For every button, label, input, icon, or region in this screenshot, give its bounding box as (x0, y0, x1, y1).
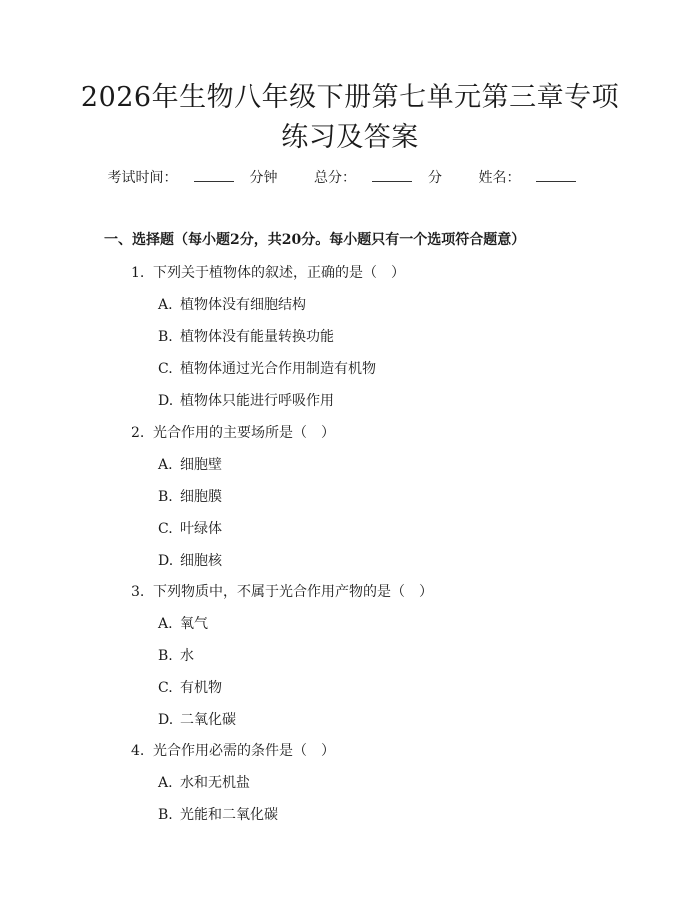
option-letter: C. (158, 521, 173, 537)
option-letter: D. (158, 393, 174, 409)
option-3c (158, 677, 222, 697)
option-letter: D. (158, 553, 174, 569)
option-3b (158, 645, 194, 665)
question-text: 下列关于植物体的叙述，正确的是（ ） (153, 265, 405, 281)
option-text: 水 (180, 648, 194, 664)
option-1b (158, 326, 334, 346)
option-text: 光能和二氧化碳 (180, 807, 278, 823)
option-letter: B. (158, 648, 173, 664)
option-1c (158, 358, 376, 378)
section-heading: 一、选择题（每小题2分，共20分。每小题只有一个选项符合题意） (104, 232, 526, 248)
question-number: 4. (131, 743, 145, 759)
option-2d (158, 550, 222, 570)
option-letter: B. (158, 807, 173, 823)
option-letter: A. (158, 775, 173, 791)
time-label: 考试时间： (107, 170, 178, 186)
option-text: 有机物 (180, 680, 222, 696)
option-1a (158, 294, 306, 314)
option-2c (158, 518, 222, 538)
option-4b (158, 804, 278, 824)
option-text: 植物体没有细胞结构 (180, 297, 306, 313)
question-3 (131, 581, 433, 601)
exam-meta (0, 167, 700, 187)
total-score-field (314, 167, 442, 187)
option-letter: C. (158, 361, 173, 377)
option-text: 水和无机盐 (180, 775, 250, 791)
title-line-1: 2026年生物八年级下册第七单元第三章专项 (80, 82, 620, 113)
option-text: 氧气 (180, 616, 208, 632)
option-text: 细胞膜 (180, 489, 222, 505)
option-text: 植物体只能进行呼吸作用 (180, 393, 334, 409)
option-text: 二氧化碳 (180, 712, 236, 728)
option-letter: A. (158, 616, 173, 632)
option-letter: B. (158, 329, 173, 345)
document-title (0, 78, 700, 158)
time-blank (194, 169, 234, 182)
question-number: 2. (131, 425, 145, 441)
title-line-2: 练习及答案 (281, 122, 419, 153)
option-4a (158, 772, 250, 792)
question-number: 1. (131, 265, 145, 281)
exam-time-field (108, 167, 278, 187)
option-text: 叶绿体 (180, 521, 222, 537)
option-2b (158, 486, 222, 506)
option-text: 细胞壁 (180, 457, 222, 473)
option-text: 细胞核 (180, 553, 222, 569)
option-letter: A. (158, 457, 173, 473)
name-blank (536, 169, 576, 182)
option-2a (158, 454, 222, 474)
question-number: 3. (131, 584, 145, 600)
score-blank (372, 169, 412, 182)
question-text: 下列物质中，不属于光合作用产物的是（ ） (153, 584, 433, 600)
question-4 (131, 740, 335, 760)
option-letter: B. (158, 489, 173, 505)
time-unit: 分钟 (249, 170, 278, 186)
name-label: 姓名： (478, 170, 521, 186)
question-text: 光合作用的主要场所是（ ） (153, 425, 335, 441)
score-label: 总分： (314, 170, 356, 186)
option-letter: D. (158, 712, 174, 728)
question-1 (131, 262, 405, 282)
question-2 (131, 422, 335, 442)
option-3a (158, 613, 208, 633)
option-letter: A. (158, 297, 173, 313)
question-text: 光合作用必需的条件是（ ） (153, 743, 335, 759)
name-field (478, 167, 592, 187)
option-letter: C. (158, 680, 173, 696)
option-text: 植物体通过光合作用制造有机物 (180, 361, 376, 377)
score-unit: 分 (428, 170, 442, 186)
option-1d (158, 390, 334, 410)
option-3d (158, 709, 236, 729)
option-text: 植物体没有能量转换功能 (180, 329, 334, 345)
